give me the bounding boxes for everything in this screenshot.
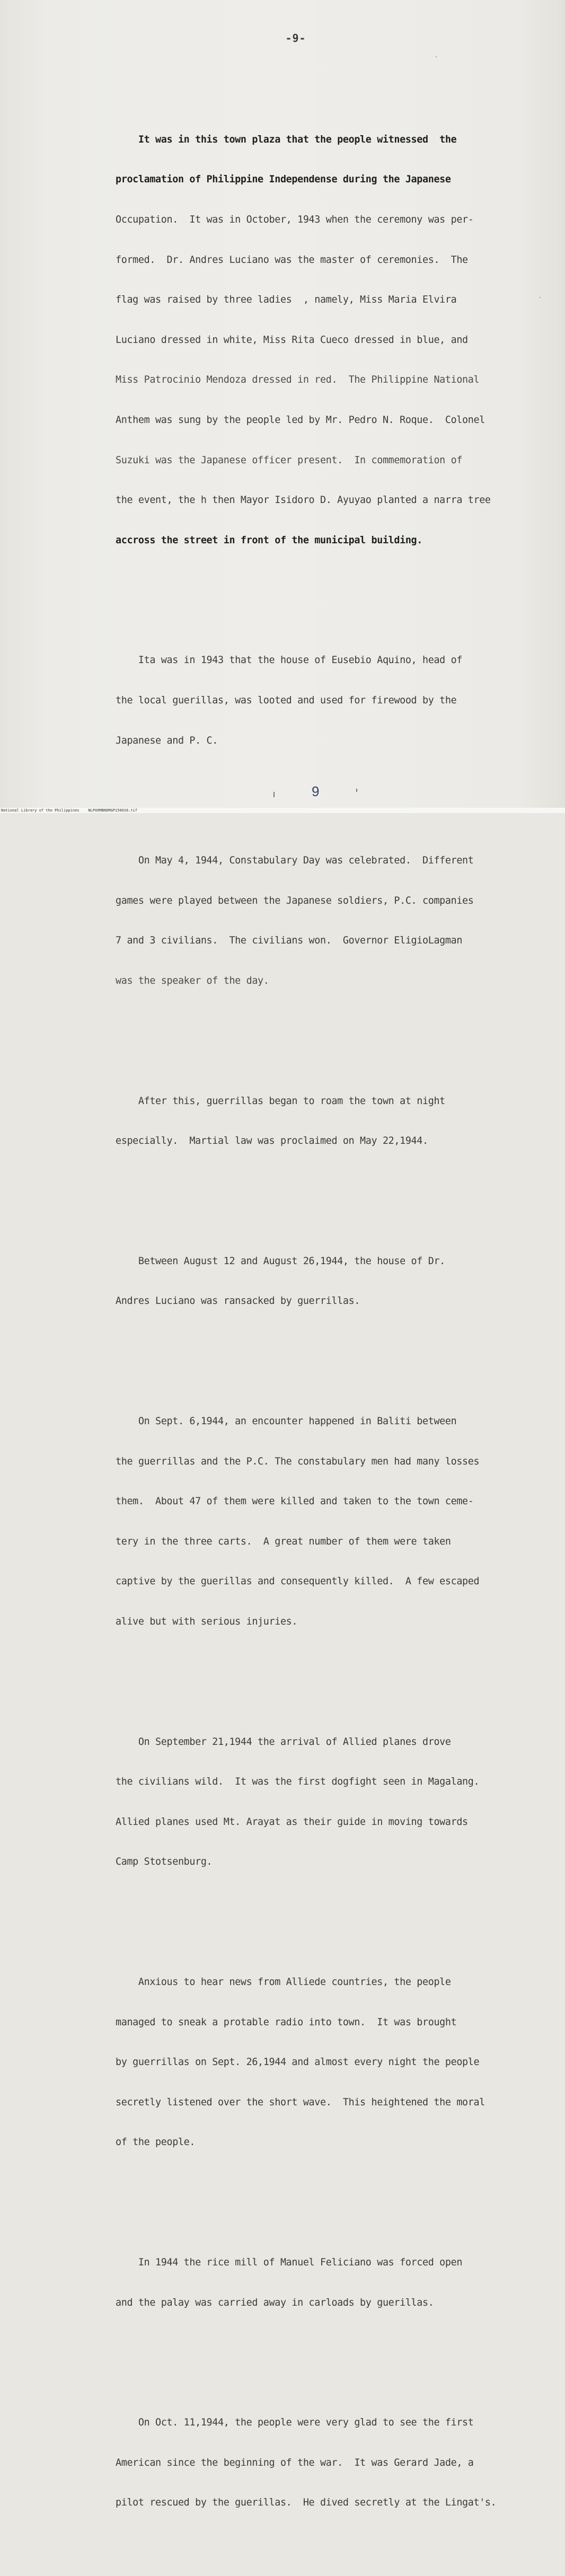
paragraph-constabulary-day	[116, 827, 555, 1014]
paragraph-rice-mill	[116, 2229, 555, 2336]
text-line: Miss Patrocinio Mendoza dressed in red. The Philippine National	[116, 374, 480, 386]
text-line: On Oct. 11,1944, the people were very glad to see the first	[116, 2417, 474, 2429]
text-line: Between August 12 and August 26,1944, the house of Dr.	[116, 1255, 445, 1267]
text-line: In 1944 the rice mill of Manuel Feliciano was forced open	[116, 2256, 463, 2268]
paragraph-baliti-encounter	[116, 1388, 555, 1655]
paragraph-martial-law	[116, 1068, 555, 1175]
text-line: Anxious to hear news from Alliede countries, the people	[116, 1976, 451, 1988]
text-line: the event, the h then Mayor Isidoro D. Ayuyao planted a narra tree	[116, 495, 491, 506]
text-line: captive by the guerillas and consequently killed. A few escaped	[116, 1576, 480, 1587]
text-line: secretly listened over the short wave. This heightened the moral	[116, 2096, 485, 2108]
text-line: was the speaker of the day.	[116, 975, 269, 986]
paragraph-radio	[116, 1949, 555, 2176]
text-line: Occupation. It was in October, 1943 when the ceremony was per-	[116, 214, 474, 225]
text-line: the civilians wild. It was the first dogfight seen in Magalang.	[116, 1776, 480, 1788]
text-line: alive but with serious injuries.	[116, 1616, 298, 1627]
margin-mark-right	[356, 789, 357, 792]
text-line: On September 21,1944 the arrival of Allied planes drove	[116, 1736, 451, 1748]
text-line: On Sept. 6,1944, an encounter happened in Baliti between	[116, 1415, 457, 1427]
text-line: Japanese and P. C.	[116, 735, 218, 746]
text-line: tery in the three carts. A great number of them were taken	[116, 1536, 451, 1547]
text-line: 7 and 3 civilians. The civilians won. Governor EligioLagman	[116, 935, 463, 947]
page-number: 9	[312, 783, 320, 799]
document-body	[116, 80, 555, 2576]
text-line: Anthem was sung by the people led by Mr. Pedro N. Roque. Colonel	[116, 414, 485, 426]
paragraph-plaza-proclamation	[116, 106, 555, 574]
ink-speck	[436, 56, 437, 57]
paragraph-luciano-house	[116, 1228, 555, 1335]
margin-mark-left	[273, 792, 275, 797]
text-line: Camp Stotsenburg.	[116, 1856, 213, 1868]
paragraph-allied-planes	[116, 1708, 555, 1895]
text-line: Luciano dressed in white, Miss Rita Cueco dressed in blue, and	[116, 334, 468, 346]
text-line: formed. Dr. Andres Luciano was the master of ceremonies. The	[116, 254, 468, 266]
text-line: managed to sneak a protable radio into town. It was brought	[116, 2016, 457, 2028]
text-line: games were played between the Japanese soldiers, P.C. companies	[116, 895, 474, 906]
text-line: Ita was in 1943 that the house of Eusebio Aquino, head of	[116, 655, 463, 666]
page-marker: -9-	[285, 32, 306, 45]
text-line: by guerrillas on Sept. 26,1944 and almost every night the people	[116, 2057, 480, 2068]
text-line: and the palay was carried away in carloads by guerillas.	[116, 2297, 434, 2308]
paragraph-first-american	[116, 2389, 555, 2536]
text-line: them. About 47 of them were killed and taken to the town ceme-	[116, 1496, 474, 1507]
text-line: the guerrillas and the P.C. The constabulary men had many losses	[116, 1455, 480, 1467]
text-line: American since the beginning of the war. It was Gerard Jade, a	[116, 2457, 474, 2468]
text-line: of the people.	[116, 2137, 196, 2148]
archive-footer: National Library of the Philippines NLPOOMBNDMGP150016.tif	[0, 808, 565, 813]
text-line: the local guerillas, was looted and used for firewood by the	[116, 694, 457, 706]
text-line: Suzuki was the Japanese officer present. In commemoration of	[116, 454, 463, 466]
text-line: Allied planes used Mt. Arayat as their guide in moving towards	[116, 1816, 468, 1828]
text-line: especially. Martial law was proclaimed on May 22,1944.	[116, 1135, 428, 1147]
paragraph-aquino-house	[116, 627, 555, 774]
text-line: Andres Luciano was ransacked by guerrillas.	[116, 1295, 360, 1307]
text-line: It was in this town plaza that the people witnessed the	[116, 134, 457, 145]
text-line: flag was raised by three ladies , namely, Miss Maria Elvira	[116, 294, 457, 306]
text-line: accross the street in front of the municipal building.	[116, 534, 422, 546]
ink-speck	[540, 297, 541, 298]
text-line: proclamation of Philippine Independense during the Japanese	[116, 174, 451, 186]
text-line: After this, guerrillas began to roam the town at night	[116, 1095, 445, 1107]
text-line: pilot rescued by the guerillas. He dived secretly at the Lingat's.	[116, 2497, 497, 2509]
text-line: On May 4, 1944, Constabulary Day was celebrated. Different	[116, 855, 474, 867]
